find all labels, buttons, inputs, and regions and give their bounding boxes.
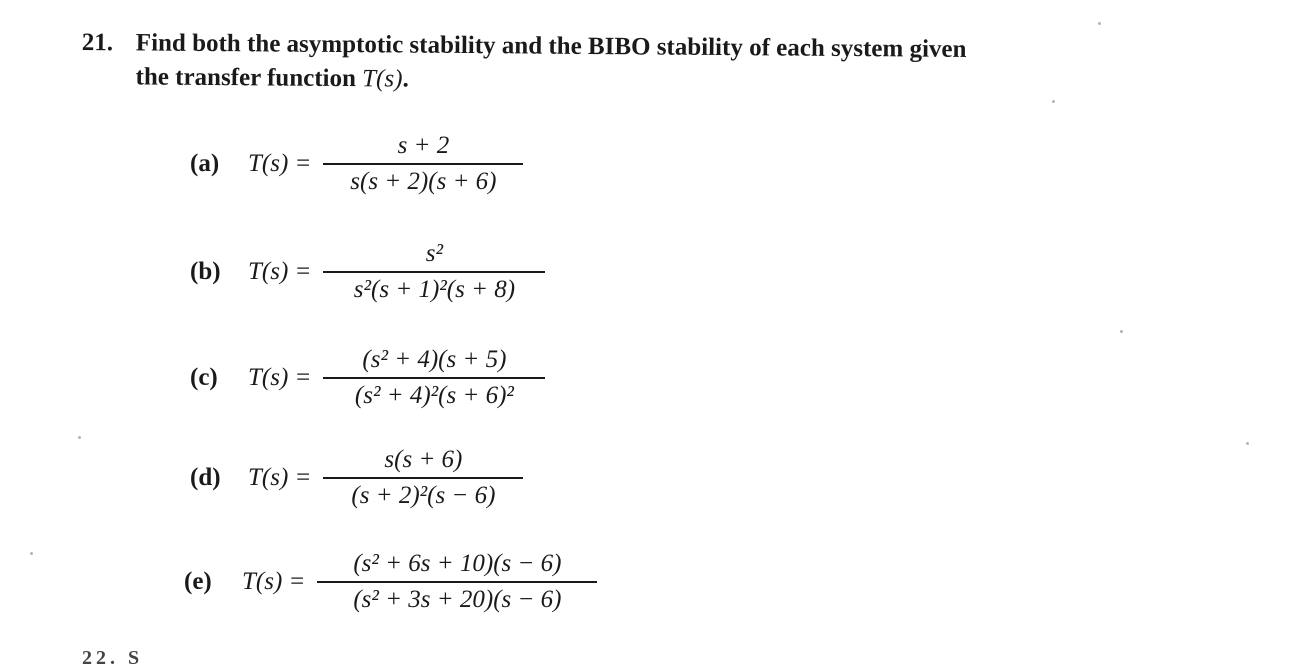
scan-speck — [1120, 330, 1123, 333]
problem-number: 21. — [81, 28, 114, 57]
fraction — [323, 346, 545, 410]
item-e — [184, 550, 597, 614]
item-label: (e) — [184, 568, 212, 595]
item-a — [190, 132, 523, 196]
item-lhs — [248, 464, 311, 492]
numerator — [358, 346, 510, 377]
numerator-text: s² — [425, 240, 444, 267]
fraction — [323, 240, 545, 304]
lhs-text: T(s) = — [248, 150, 312, 177]
numerator-text: s + 2 — [397, 132, 450, 159]
lhs-text: T(s) = — [248, 464, 312, 491]
scan-speck — [1052, 100, 1055, 103]
scan-speck — [1246, 442, 1249, 445]
item-lhs — [248, 150, 311, 178]
numerator-text: (s² + 6s + 10)(s − 6) — [353, 550, 562, 577]
denominator — [346, 165, 500, 196]
numerator — [394, 132, 454, 163]
numerator — [349, 550, 565, 581]
problem-statement — [81, 26, 1201, 103]
numerator-text: (s² + 4)(s + 5) — [362, 346, 507, 373]
numerator — [380, 446, 466, 477]
problem-period: . — [402, 65, 409, 93]
lhs-text: T(s) = — [248, 258, 312, 285]
denominator — [351, 379, 518, 410]
fraction — [323, 132, 523, 196]
denominator — [350, 273, 519, 304]
item-label: (b) — [190, 258, 221, 285]
denominator-text: s²(s + 1)²(s + 8) — [353, 276, 516, 303]
item-lhs — [248, 364, 311, 392]
denominator-text: s(s + 2)(s + 6) — [350, 168, 497, 195]
denominator-text: (s² + 3s + 20)(s − 6) — [353, 586, 562, 613]
item-lhs — [242, 568, 305, 596]
lhs-text: T(s) = — [242, 568, 306, 595]
denominator-text: (s² + 4)²(s + 6)² — [354, 382, 514, 409]
fraction — [323, 446, 523, 510]
item-label: (a) — [190, 150, 220, 177]
lhs-text: T(s) = — [248, 364, 312, 391]
item-d — [190, 446, 523, 510]
item-b — [190, 240, 545, 304]
problem-text-line-2: the transfer function — [135, 63, 363, 93]
item-label: (d) — [190, 464, 221, 491]
fraction — [317, 550, 597, 614]
denominator — [347, 479, 499, 510]
item-label: (c) — [190, 364, 218, 391]
scan-speck — [30, 552, 33, 555]
item-c — [190, 346, 545, 410]
next-problem-fragment: 22. S — [82, 647, 144, 669]
transfer-function-symbol: T(s) — [362, 65, 403, 93]
numerator — [422, 240, 447, 271]
scan-speck — [1098, 22, 1101, 25]
numerator-text: s(s + 6) — [384, 446, 463, 473]
problem-text-line-1: Find both the asymptotic stability and the BIBO stability of each system given — [135, 29, 967, 63]
denominator-text: (s + 2)²(s − 6) — [351, 482, 496, 509]
denominator — [349, 583, 565, 614]
scan-speck — [78, 436, 81, 439]
item-lhs — [248, 258, 311, 286]
